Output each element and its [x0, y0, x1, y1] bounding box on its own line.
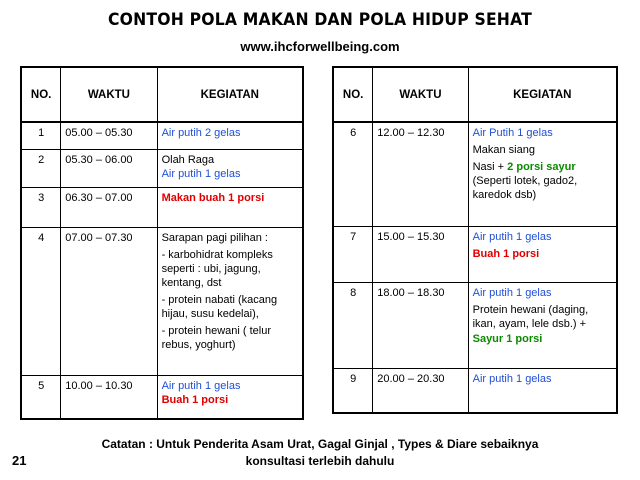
page-number: 21 [12, 453, 27, 468]
footnote-line-2: konsultasi terlebih dahulu [245, 454, 395, 468]
header-kegiatan: KEGIATAN [157, 67, 303, 122]
activity-line: Air putih 1 gelas [472, 286, 552, 299]
activity-line: Air Putih 1 gelas [472, 127, 553, 139]
row-time: 06.30 – 07.00 [65, 191, 133, 204]
activity-line: - karbohidrat kompleks seperti : ubi, jagung, kentang, dst [161, 248, 273, 289]
activity-line: Makan buah 1 porsi [161, 191, 265, 204]
row-time: 12.00 – 12.30 [377, 127, 445, 139]
website-url: www.ihcforwellbeing.com [240, 39, 400, 54]
row-time: 10.00 – 10.30 [65, 379, 133, 392]
page-title: CONTOH POLA MAKAN DAN POLA HIDUP SEHAT [107, 10, 533, 30]
footnote [0, 436, 640, 470]
table-row [333, 368, 617, 413]
schedule-table-left [20, 66, 304, 420]
table-row [21, 375, 303, 419]
activity-line: Air putih 1 gelas [161, 167, 241, 180]
activity-line: Air putih 1 gelas [472, 372, 552, 385]
activity-line: Air putih 2 gelas [161, 127, 241, 139]
activity-line: Sarapan pagi pilihan : [161, 231, 268, 244]
activity-line: 2 porsi sayur [507, 161, 576, 173]
activity-line: Sayur 1 porsi [472, 332, 543, 345]
activity-line: Protein hewani (daging, ikan, ayam, lele dsb.) + [472, 303, 589, 330]
row-number: 4 [38, 231, 45, 244]
activity-line: Air putih 1 gelas [472, 230, 552, 243]
header-no: NO. [333, 67, 373, 122]
table-row [21, 122, 303, 149]
row-time: 20.00 – 20.30 [377, 372, 445, 385]
activity-line: - protein hewani ( telur rebus, yoghurt) [161, 324, 272, 351]
table-row [21, 149, 303, 187]
activity-line: Air putih 1 gelas [161, 379, 241, 392]
activity-line: (Seperti lotek, gado2, karedok dsb) [472, 175, 578, 201]
row-time: 05.30 – 06.00 [65, 153, 133, 166]
row-number: 9 [350, 372, 357, 385]
table-row [21, 187, 303, 227]
activity-line: Buah 1 porsi [472, 247, 540, 260]
table-row [21, 227, 303, 375]
table-row [333, 282, 617, 368]
activity-line: Makan siang [472, 144, 535, 156]
header-kegiatan: KEGIATAN [468, 67, 617, 122]
row-time: 05.00 – 05.30 [65, 127, 133, 139]
row-number: 5 [38, 379, 45, 392]
footnote-line-1: Catatan : Untuk Penderita Asam Urat, Gagal Ginjal , Types & Diare sebaiknya [101, 437, 539, 451]
row-number: 7 [350, 230, 357, 243]
table-row [333, 122, 617, 226]
row-number: 1 [38, 127, 45, 139]
activity-line: Olah Raga [161, 153, 215, 166]
row-number: 2 [38, 153, 45, 166]
schedule-table-right [332, 66, 618, 414]
activity-line: Nasi + [472, 161, 505, 173]
header-no: NO. [21, 67, 61, 122]
header-waktu: WAKTU [61, 67, 157, 122]
row-number: 3 [38, 191, 45, 204]
row-number: 8 [350, 286, 357, 299]
table-row [333, 226, 617, 282]
row-time: 18.00 – 18.30 [377, 286, 445, 299]
row-time: 15.00 – 15.30 [377, 230, 445, 243]
activity-line: Buah 1 porsi [161, 393, 229, 406]
row-number: 6 [350, 127, 357, 139]
header-waktu: WAKTU [373, 67, 468, 122]
row-time: 07.00 – 07.30 [65, 231, 133, 244]
activity-line: - protein nabati (kacang hijau, susu kedelai), [161, 293, 278, 320]
